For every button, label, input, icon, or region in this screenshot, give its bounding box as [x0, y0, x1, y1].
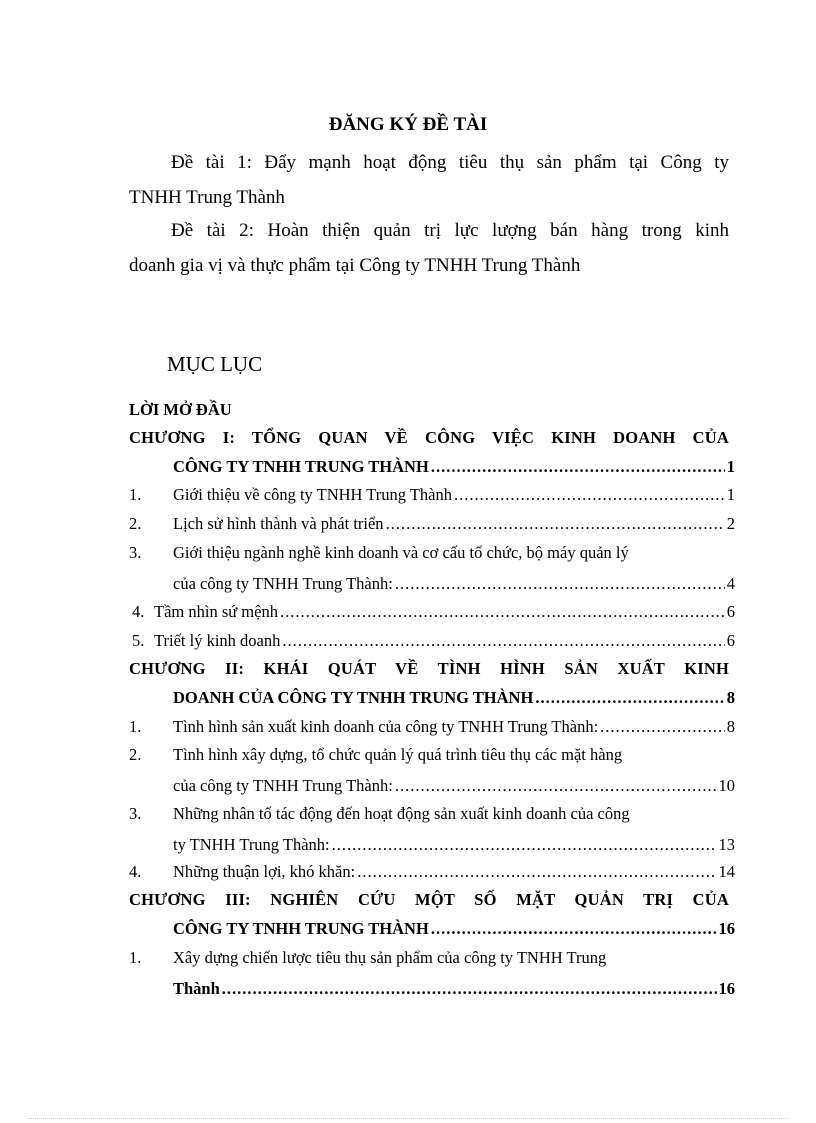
toc-item[interactable]	[129, 948, 735, 999]
item-number: 2.	[129, 745, 142, 764]
item-number: 1.	[129, 717, 142, 736]
item-text-cont: của công ty TNHH Trung Thành:	[173, 776, 393, 795]
leader-dots	[535, 688, 724, 708]
leader-dots	[280, 602, 725, 622]
toc-item[interactable]	[129, 745, 735, 796]
chapter-2-title: DOANH CỦA CÔNG TY TNHH TRUNG THÀNH	[173, 688, 534, 707]
page-number: 2	[726, 514, 735, 533]
leader-dots	[395, 574, 725, 594]
chapter-1-heading[interactable]: CHƯƠNG I: TỔNG QUAN VỀ CÔNG VIỆC KINH DOANH CỦA	[129, 428, 729, 447]
leader-dots	[386, 514, 725, 534]
toc-item[interactable]	[129, 485, 735, 505]
toc-item[interactable]	[132, 631, 735, 651]
item-number: 2.	[129, 514, 142, 533]
page-number: 4	[726, 574, 735, 593]
leader-dots	[454, 485, 725, 505]
toc-item[interactable]	[129, 804, 735, 855]
item-text: Tầm nhìn sứ mệnh	[154, 602, 278, 621]
page-number: 8	[726, 717, 735, 736]
topic-2	[129, 213, 729, 283]
leader-dots	[332, 835, 717, 855]
leader-dots	[222, 979, 717, 999]
page-number: 16	[718, 979, 735, 998]
page-number: 16	[718, 919, 735, 938]
chapter-3-entry[interactable]	[173, 919, 735, 939]
topic-1	[129, 145, 729, 215]
page-number: 1	[726, 457, 735, 476]
chapter-1-title: CÔNG TY TNHH TRUNG THÀNH	[173, 457, 429, 476]
topic-1-line1: Đề tài 1: Đẩy mạnh hoạt động tiêu thụ sản phẩm tại Công ty	[171, 152, 729, 173]
topic-2-line2: doanh gia vị và thực phẩm tại Công ty TNHH Trung Thành	[129, 255, 581, 276]
chapter-1-entry[interactable]	[173, 457, 735, 477]
item-text: Lịch sử hình thành và phát triển	[173, 514, 384, 533]
page-number: 10	[718, 776, 735, 795]
item-text-cont: của công ty TNHH Trung Thành:	[173, 574, 393, 593]
page-number: 13	[718, 835, 735, 854]
item-text: Giới thiệu ngành nghề kinh doanh và cơ cấu tổ chức, bộ máy quản lý	[173, 543, 629, 562]
leader-dots	[395, 776, 717, 796]
item-number: 3.	[129, 804, 142, 823]
toc-title: MỤC LỤC	[167, 352, 263, 376]
page-number: 8	[726, 688, 735, 707]
page-footer-divider	[28, 1118, 788, 1119]
topic-2-line1: Đề tài 2: Hoàn thiện quản trị lực lượng bán hàng trong kinh	[171, 220, 729, 241]
item-text: Những nhân tố tác động đến hoạt động sản xuất kinh doanh của công	[173, 804, 630, 823]
toc-item[interactable]	[132, 602, 735, 622]
item-text: Xây dựng chiến lược tiêu thụ sản phẩm của công ty TNHH Trung	[173, 948, 607, 967]
page-number: 14	[718, 862, 735, 881]
toc-item[interactable]	[129, 543, 735, 594]
item-text: Triết lý kinh doanh	[154, 631, 281, 650]
item-number: 1.	[129, 948, 142, 967]
registration-heading: ĐĂNG KÝ ĐỀ TÀI	[328, 114, 488, 135]
leader-dots	[282, 631, 724, 651]
leader-dots	[357, 862, 716, 882]
page-number: 6	[726, 602, 735, 621]
item-text: Giới thiệu về công ty TNHH Trung Thành	[173, 485, 452, 504]
item-text: Những thuận lợi, khó khăn:	[173, 862, 356, 881]
item-number: 3.	[129, 543, 142, 562]
topic-1-line2: TNHH Trung Thành	[129, 187, 285, 208]
page-number: 1	[726, 485, 735, 504]
toc-intro[interactable]: LỜI MỞ ĐẦU	[129, 400, 232, 419]
toc-item[interactable]	[129, 862, 735, 882]
chapter-2-entry[interactable]	[173, 688, 735, 708]
item-number: 1.	[129, 485, 142, 504]
item-number: 4.	[129, 862, 142, 881]
leader-dots	[431, 919, 717, 939]
item-number: 4.	[132, 602, 145, 621]
item-text: Tình hình xây dựng, tổ chức quản lý quá trình tiêu thụ các mặt hàng	[173, 745, 623, 764]
toc-item[interactable]	[129, 717, 735, 737]
item-text-cont: ty TNHH Trung Thành:	[173, 835, 330, 854]
chapter-3-title: CÔNG TY TNHH TRUNG THÀNH	[173, 919, 429, 938]
item-text-cont: Thành	[173, 979, 220, 998]
chapter-3-heading[interactable]: CHƯƠNG III: NGHIÊN CỨU MỘT SỐ MẶT QUẢN TRỊ CỦA	[129, 890, 729, 909]
item-text: Tình hình sản xuất kinh doanh của công ty TNHH Trung Thành:	[173, 717, 599, 736]
leader-dots	[431, 457, 725, 477]
chapter-2-heading[interactable]: CHƯƠNG II: KHÁI QUÁT VỀ TÌNH HÌNH SẢN XUẤT KINH	[129, 659, 729, 678]
toc-item[interactable]	[129, 514, 735, 534]
item-number: 5.	[132, 631, 145, 650]
page-number: 6	[726, 631, 735, 650]
leader-dots	[600, 717, 725, 737]
